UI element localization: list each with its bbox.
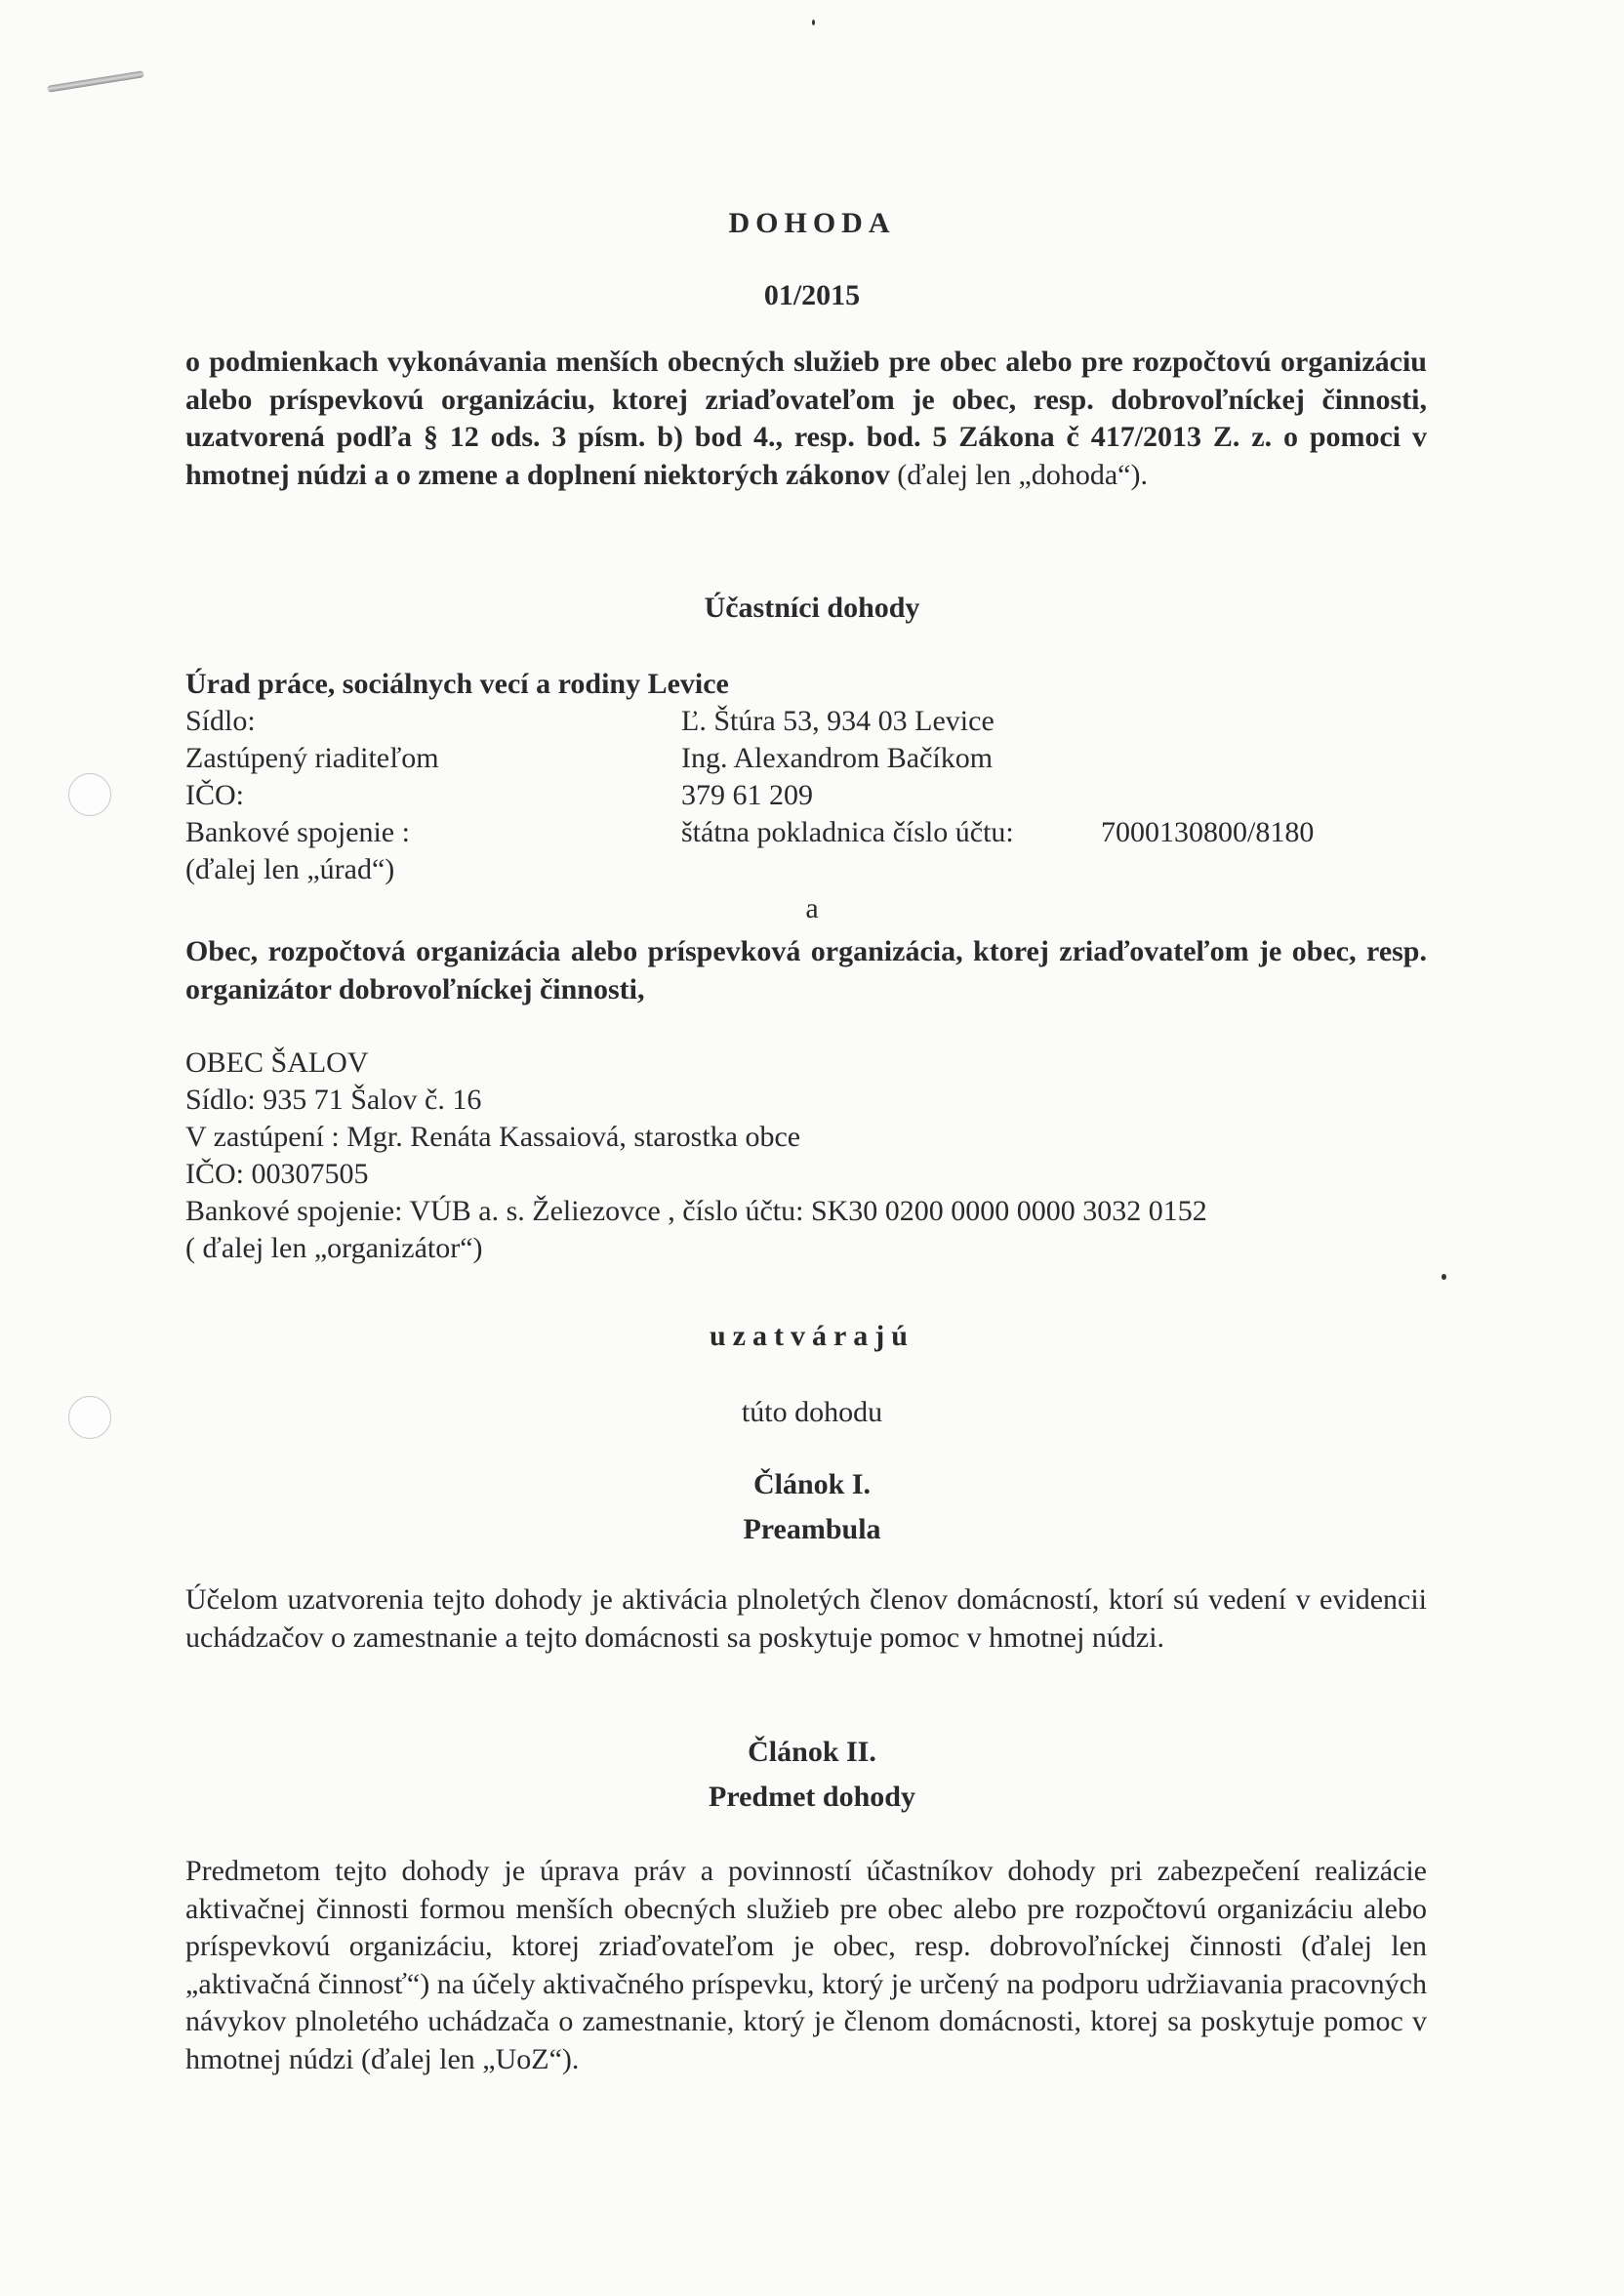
label: IČO: [185,779,244,811]
document-number: 01/2015 [763,279,861,311]
punch-hole-top [68,773,111,816]
scan-speck [812,20,815,25]
intro-bold: o podmienkach vykonávania menších obecných služieb pre obec alebo pre rozpočtovú organizáciu alebo príspevkovú organizáciu, ktorej zriaďovateľom je obec, resp. dobrovoľníckej činnosti, uzatvorená podľa § 12 ods. 3 písm. b) bod 4., resp. bod. 5 Zákona č 417/2013 Z. z. o pomoci v hmotnej núdzi a o zmene a doplnení niektorých zákonov [185,346,1427,491]
value: Ing. Alexandrom Bačíkom [681,742,994,774]
article-1-number: Článok I. [752,1468,872,1500]
value: štátna pokladnica číslo účtu: [681,816,1014,848]
party1-alias: (ďalej len „úrad“) [185,853,395,885]
document-title: DOHODA [728,207,896,239]
party1-row-seat [185,703,995,740]
label: Bankové spojenie : [185,816,410,848]
account-number: 7000130800/8180 [1101,816,1315,848]
party2-seat: Sídlo: 935 71 Šalov č. 16 [185,1084,482,1116]
conjunction: a [805,892,819,924]
scan-speck [1441,1274,1446,1280]
label: Zastúpený riaditeľom [185,742,439,774]
party1-name: Úrad práce, sociálnych vecí a rodiny Levice [185,668,729,700]
party1-row-representative [185,740,994,777]
article-2-number: Článok II. [748,1736,876,1768]
participants-heading: Účastníci dohody [704,592,920,624]
party2-heading: Obec, rozpočtová organizácia alebo príspevková organizácia, ktorej zriaďovateľom je obec, resp. organizátor dobrovoľníckej činnosti, [185,935,1427,1005]
intro-paragraph [185,344,1427,494]
party2-alias: ( ďalej len „organizátor“) [185,1232,483,1264]
intro-alias: (ďalej len „dohoda“). [889,458,1148,491]
article-1-text: Účelom uzatvorenia tejto dohody je aktivácia plnoletých členov domácností, ktorí sú vedení v evidencii uchádzačov o zamestnanie a tejto domácnosti sa poskytuje pomoc v hmotnej núdzi. [185,1583,1427,1654]
article-2-text: Predmetom tejto dohody je úprava práv a povinností účastníkov dohody pri zabezpečení realizácie aktivačnej činnosti formou menších obecných služieb pre obec alebo pre rozpočtovú organizáciu alebo príspevkovú organizáciu, ktorej zriaďovateľom je obec, resp. dobrovoľníckej činnosti (ďalej len „aktivačná činnosť“) na účely aktivačného príspevku, ktorý je určený na podporu udržiavania pracovných návykov plnoletého uchádzača o zamestnanie, ktorý je členom domácnosti, ktorej sa poskytuje pomoc v hmotnej núdzi (ďalej len „UoZ“). [185,1855,1427,2075]
party2-bank: Bankové spojenie: VÚB a. s. Želiezovce , číslo účtu: SK30 0200 0000 0000 3032 0152 [185,1195,1207,1227]
party2-representative: V zastúpení : Mgr. Renáta Kassaiová, starostka obce [185,1121,801,1153]
value: 379 61 209 [681,779,813,811]
staple-mark [47,70,144,93]
value: Ľ. Štúra 53, 934 03 Levice [681,705,995,737]
party1-row-ico [185,777,813,814]
party2-name: OBEC ŠALOV [185,1046,369,1079]
party2-ico: IČO: 00307505 [185,1158,369,1190]
conclude-verb: uzatvárajú [710,1320,914,1352]
conclude-object: túto dohodu [741,1396,883,1428]
article-1-title: Preambula [743,1513,881,1545]
party1-row-bank [185,814,1315,851]
article-2-title: Predmet dohody [709,1781,915,1813]
label: Sídlo: [185,705,256,737]
